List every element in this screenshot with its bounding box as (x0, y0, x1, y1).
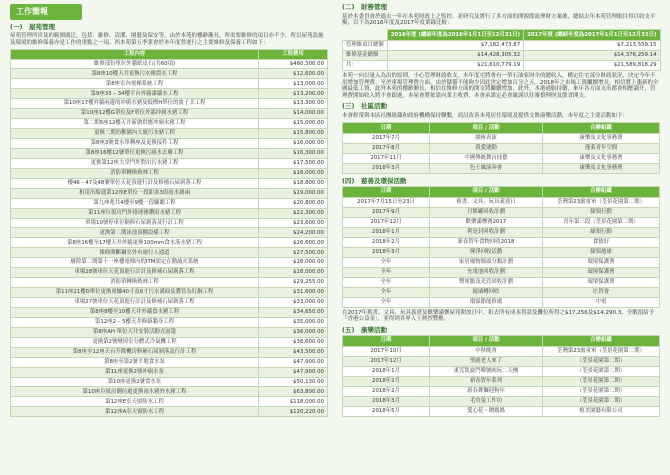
community-events-table (342, 122, 660, 174)
table-cell: $47,900.00 (259, 357, 328, 367)
table-cell: $18,800.00 (259, 178, 328, 188)
table-row (11, 218, 328, 228)
table-cell: 廢除第二期第十一座樓電梯內的ITM固定在動滅火系統 (11, 258, 259, 268)
table-row (343, 143, 660, 153)
table-cell: 環境保護署 (543, 257, 660, 267)
table-cell: $19,000.00 (259, 188, 328, 198)
table-cell: 中電 (543, 297, 660, 307)
table-cell: $7,182,473.87 (387, 40, 523, 50)
table-cell: $14,428,305.32 (387, 50, 523, 60)
ev3-header-date: 日期 (343, 335, 430, 346)
table-cell: $13,200.00 (259, 89, 328, 99)
table-cell: 第8座至12座天台升降機房修補石屎剝落及行計工程 (11, 347, 259, 357)
table-cell: 2018年2月 (343, 386, 430, 396)
ev1-header-item: 項目 / 活動 (430, 122, 543, 133)
recreation-events-rows (343, 346, 660, 416)
table-cell: 愛心花・贈媽媽 (430, 406, 543, 416)
table-cell: 2017年7月15日至23日 (343, 197, 430, 207)
ev2-header-date: 日期 (343, 186, 430, 197)
table-cell: 全年 (343, 277, 430, 287)
table-cell: $15,000.00 (259, 119, 328, 129)
table-cell: 第8座10樓天井更換污水豬淵水工程 (11, 69, 259, 79)
table-cell: $34,650.00 (259, 307, 328, 317)
table-row (11, 298, 328, 308)
table-row (343, 197, 660, 207)
table-row (11, 79, 328, 89)
table-cell: $50,130.00 (259, 377, 328, 387)
table-row (11, 69, 328, 79)
table-row (11, 268, 328, 278)
table-row (11, 258, 328, 268)
table-row (11, 198, 328, 208)
table-cell: 第8座16樓12號單位更換污廁水去廢工程 (11, 148, 259, 158)
table-cell: 家居廢物源頭分類計劃 (430, 257, 543, 267)
table-cell: 共： (343, 60, 388, 70)
table-cell: （荃景花園第二期） (543, 366, 660, 376)
table-cell: 聖誕老人來了 (430, 356, 543, 366)
table-cell: $13,300.00 (259, 99, 328, 109)
table-row (11, 407, 328, 417)
section1-intro: 屋苑管理所涉及的範圍廣泛，包括：維修、清潔、園藝及保安等，由於本苑的樓齡漸長，所需要維修的項目亦不少，所以屋苑設施及環境的維修保養亦是工作的重點之一項。西本苑第五季業會於本年度曾進行之主要維修及保養工程如下： (10, 33, 324, 46)
table-cell: 月餅罐回收計劃 (430, 207, 543, 217)
table-cell: 康樂及文化事務署 (543, 153, 660, 163)
table-row (11, 288, 328, 298)
table-cell: （荃景花園第二期） (543, 396, 660, 406)
table-cell: 綠領地球 (543, 247, 660, 257)
table-cell: 第二期5座12樓天井新做供應冲廁水豬工程 (11, 119, 259, 129)
table-cell: 荃灣第23旅童軍（荃景花園第二期） (543, 197, 660, 207)
table-row (343, 277, 660, 287)
table-cell: 2017年9月 (343, 207, 430, 217)
table-cell: $63,800.00 (259, 387, 328, 397)
section2-title: (二) 財務管理 (342, 3, 387, 11)
table-cell: $29,255.00 (259, 278, 328, 288)
table-row (343, 60, 661, 70)
table-cell: 康樂及文化事務署 (543, 133, 660, 143)
table-row (11, 387, 328, 397)
ev3-header-item: 項目 / 活動 (430, 335, 543, 346)
table-row (11, 278, 328, 288)
fin-header-2017: 2017年度 (總結年度為2017年1月1日至12月31日) (524, 29, 660, 40)
work-report-banner: 工作簡報 (10, 4, 82, 20)
table-cell: 第8座室內電梯系統工程 (11, 79, 259, 89)
table-row (11, 99, 328, 109)
table-cell: $27,500.00 (259, 248, 328, 258)
finance-rows (343, 40, 661, 70)
finance-table (342, 29, 661, 71)
table-cell: $28,000.00 (259, 268, 328, 278)
table-row (343, 297, 660, 307)
table-row (11, 59, 328, 69)
table-cell: 第8座8樓至10樓天井外牆食水豬工程 (11, 307, 259, 317)
table-cell: $12,600.00 (259, 69, 328, 79)
section1-title: (一) 屋苑管理 (10, 22, 55, 31)
table-row (343, 40, 661, 50)
recreation-events-table (342, 335, 660, 417)
table-cell: 匡智會 (543, 287, 660, 297)
table-cell: 第九座兆共4樓至9樓一段顧聽工程 (11, 198, 259, 208)
table-cell: （荃景花園第二期） (543, 356, 660, 366)
table-cell: 樓46 - 47及48號單位天花頂邊行計及修補石屎剝落工程 (11, 178, 259, 188)
table-cell: 玻璃樽回收 (430, 287, 543, 297)
table-cell: 第8座AH 單位天井安裝活動式雨篷 (11, 327, 259, 337)
table-cell: 環保節能推廣 (430, 297, 543, 307)
table-row (11, 109, 328, 119)
table-row (11, 139, 328, 149)
table-cell: 康樂及文化事務署 (543, 163, 660, 173)
table-row (343, 247, 660, 257)
community-events-rows (343, 133, 660, 173)
col-header-cost: 工程費用 (259, 49, 328, 59)
table-cell: $28,000.00 (259, 258, 328, 268)
section4-title: (四) 慈善及環保活動 (342, 176, 407, 185)
table-cell: $21,610,779.19 (387, 60, 523, 70)
table-row (343, 163, 660, 173)
table-cell: 2017年11月 (343, 153, 430, 163)
table-row (11, 347, 328, 357)
table-cell: $118,000.00 (259, 397, 328, 407)
table-row (343, 396, 660, 406)
table-cell: $38,600.00 (259, 337, 328, 347)
table-cell: $47,900.00 (259, 367, 328, 377)
table-cell: 食德好 (543, 237, 660, 247)
table-cell: 荃灣第23旅童軍（荃景花園第二期） (543, 346, 660, 356)
table-cell: 管理維項目總額 (343, 40, 388, 50)
table-cell: 東莞凯旋門噶號純玩二天團 (430, 366, 543, 376)
table-cell: 2017年7月 (343, 133, 430, 143)
table-cell: $17,500.00 (259, 158, 328, 168)
table-cell: 環境保護署 (543, 277, 660, 287)
table-cell: 新春賀年食物回收2018 (430, 237, 543, 247)
ev3-header-org: 合辦組織 (543, 335, 660, 346)
table-row (11, 119, 328, 129)
table-cell: 綠領行動 (543, 227, 660, 237)
table-cell: 色士風演奏會 (430, 163, 543, 173)
table-cell: 中國傳統舞台技藝 (430, 153, 543, 163)
charity-note: 在2017年舊書、文具、玩具義賣及歡樂滿懷屋苑開放日中，扣去所有成本得款及攤位所得之$17,256及$14,290.3，全數捐給予「香港公益金」，並得到各界人士熱烈響應。 (342, 309, 655, 323)
section2-intro: 基於本委員會於過去一年在本苑財政上之監控，並研究及實行了多方面的開源節流理財方案後，總結去年本苑管理賬目得以收支平衡，以下為2016年度及2017年度業錄比較： (342, 13, 656, 27)
table-cell: 園術表演 (430, 133, 543, 143)
table-row (343, 217, 660, 227)
table-row (11, 89, 328, 99)
table-cell: 維修部份單位外牆紙皮石(共60項) (11, 59, 259, 69)
table-cell: 第10座更換2號食水泵 (11, 377, 259, 387)
table-row (11, 307, 328, 317)
table-cell: 消防單轉換軌林工程 (11, 278, 259, 288)
table-cell: 第11座垃圾房門外排運豬鑽雨水豬工程 (11, 208, 259, 218)
table-cell: 車場10號停車位隔修石屎剝落及行計工程 (11, 218, 259, 228)
section3-title: (三) 社區活動 (342, 102, 387, 111)
table-cell: 植美園藝有限公司 (543, 406, 660, 416)
ev1-header-org: 合辦組織 (543, 122, 660, 133)
right-column (342, 4, 660, 417)
table-row (11, 168, 328, 178)
table-row (11, 248, 328, 258)
table-cell: 歡樂滿懷賽2017 (430, 217, 543, 227)
table-cell: 租用吊船通第12座E單位一段距塞3街雨水豬兩 (11, 188, 259, 198)
table-cell: 第8座至第2號平地食水泵 (11, 357, 259, 367)
charity-events-rows (343, 197, 660, 307)
table-row (343, 133, 660, 143)
maintenance-rows (11, 59, 328, 417)
table-cell: 蓬萊青年空間 (543, 143, 660, 153)
table-row (343, 267, 660, 277)
table-cell: $26,600.00 (259, 238, 328, 248)
table-row (343, 207, 660, 217)
table-row (11, 357, 328, 367)
table-cell: 毛巾兔工作坊 (430, 396, 543, 406)
left-column (10, 4, 328, 417)
table-cell: 第9座33 – 34樓平台外牆漆牆水工程 (11, 89, 259, 99)
col-header-item: 工程內容 (11, 49, 259, 59)
table-cell: 維修基金總額 (343, 50, 388, 60)
table-row (343, 153, 660, 163)
table-row (343, 237, 660, 247)
table-row (11, 129, 328, 139)
table-cell: 車場27號車位天花頂進行計計及修補石屎剝落工程 (11, 298, 259, 308)
table-cell: 全年 (343, 267, 430, 277)
table-cell: （荃景花園第二期） (543, 376, 660, 386)
table-cell: $7,213,559.15 (524, 40, 660, 50)
table-cell: 2018年1月 (343, 227, 430, 237)
table-cell: 更換第二期泳池頂棚設備工程 (11, 228, 259, 238)
table-row (11, 327, 328, 337)
table-cell: 慳電膽及光管回收計劃 (430, 277, 543, 287)
table-row (11, 337, 328, 347)
table-cell: 2018年3月 (343, 396, 430, 406)
table-cell: $36,000.00 (259, 327, 328, 337)
table-cell: $460,300.00 (259, 59, 328, 69)
table-cell: 第12座A室天窗防水工程 (11, 407, 259, 417)
table-row (343, 346, 660, 356)
section3-intro: 本會經常與本區社團組織和政府機構保持聯繫，商討改善本苑居住環境及提供文娛康樂活動，本年度之主要活動如下： (342, 113, 629, 120)
table-cell: 2018年2月 (343, 237, 430, 247)
table-cell: $22,300.00 (259, 208, 328, 218)
table-cell: 第10座垃圾房側位處更換雨水豬外水豬工程 (11, 387, 259, 397)
table-row (11, 367, 328, 377)
table-row (343, 386, 660, 396)
table-cell: 第12座E室天窗防水工程 (11, 397, 259, 407)
table-cell: $120,220.00 (259, 407, 328, 417)
table-cell: $20,800.00 (259, 198, 328, 208)
table-cell: 綠領行動 (543, 207, 660, 217)
table-row (343, 227, 660, 237)
table-row (11, 377, 328, 387)
table-cell: $43,500.00 (259, 347, 328, 357)
table-cell: 消防單轉換軌林工程 (11, 168, 259, 178)
table-cell: $14,376,259.14 (524, 50, 660, 60)
table-cell: $14,000.00 (259, 109, 328, 119)
table-cell: $16,300.00 (259, 148, 328, 158)
maintenance-table (10, 49, 328, 418)
table-cell: 新春舞獅迎狗年 (430, 386, 543, 396)
table-cell: 2017年12月 (343, 217, 430, 227)
table-cell: 更換第2號變掉室分體式冷氣機工程 (11, 337, 259, 347)
table-row (11, 178, 328, 188)
table-cell: 2017年10月 (343, 346, 430, 356)
table-cell: 第8座16樓至17樓天井外牆更換100mm食水落水豬工程 (11, 238, 259, 248)
table-cell: 利是封回收計劃 (430, 227, 543, 237)
table-cell: 維修開斷鋼室外有窗行人通道 (11, 248, 259, 258)
table-row (343, 376, 660, 386)
ev1-header-date: 日期 (343, 122, 430, 133)
table-cell: 更換第12座大堂門外對出污水豬工程 (11, 158, 259, 168)
table-cell: 2018年5月 (343, 406, 430, 416)
table-cell: 2018年3月 (343, 247, 430, 257)
table-row (11, 238, 328, 248)
table-cell: 2018年2月 (343, 376, 430, 386)
table-cell: $21,589,818.29 (524, 60, 660, 70)
fin-header-2016: 2016年度 (總結年度為2016年1月1日至12月31日) (387, 29, 523, 40)
table-cell: 2017年12月 (343, 356, 430, 366)
table-cell: $15,800.00 (259, 129, 328, 139)
table-cell: $24,200.00 (259, 228, 328, 238)
table-cell: 揮淨回收活動 (430, 247, 543, 257)
table-cell: 新春賀年系列 (430, 376, 543, 386)
table-cell: 第11座更換2號冲廁水泵 (11, 367, 259, 377)
table-cell: 第10座12樓G單位及F單位外牆冲廁水豬工程 (11, 109, 259, 119)
table-row (343, 50, 661, 60)
table-row (343, 356, 660, 366)
table-row (11, 158, 328, 168)
table-row (11, 317, 328, 327)
table-cell: 第11座21樓D單位更換電爐40寸及6寸污水溝曲及糞管為紅銅工程 (11, 288, 259, 298)
section5-title: (五) 康樂活動 (342, 325, 387, 334)
table-cell: $23,600.00 (259, 218, 328, 228)
table-cell: 環境保護署 (543, 267, 660, 277)
table-cell: 全年 (343, 257, 430, 267)
table-cell: 更換二期幼稚園內大廈污水豬工程 (11, 129, 259, 139)
ev2-header-item: 項目 / 活動 (430, 186, 543, 197)
table-cell: 全年 (343, 287, 430, 297)
table-cell: 充電池回收計劃 (430, 267, 543, 277)
table-cell: $35,000.00 (259, 317, 328, 327)
table-cell: $33,000.00 (259, 298, 328, 308)
table-cell: $31,600.00 (259, 288, 328, 298)
table-cell: 我愛運動 (430, 143, 543, 153)
table-cell: 舊書、文具、玩具義賣日 (430, 197, 543, 207)
table-cell: $13,000.00 (259, 79, 328, 89)
table-row (11, 148, 328, 158)
table-cell: 2018年3月 (343, 163, 430, 173)
table-cell: 第8座3號食水單轉座及更換接件工程 (11, 139, 259, 149)
table-row (343, 257, 660, 267)
table-row (343, 366, 660, 376)
table-cell: 中秋晚會 (430, 346, 543, 356)
table-row (11, 208, 328, 218)
table-row (11, 228, 328, 238)
table-row (11, 397, 328, 407)
table-cell: $16,000.00 (259, 139, 328, 149)
ev2-header-org: 合辦組織 (543, 186, 660, 197)
table-row (343, 287, 660, 297)
table-cell: $18,000.00 (259, 168, 328, 178)
finance-note: 本苑一向以量入為出的原則，小心管理財政收支。本年度宅將會有一筆石油家財全的總收入，構定住宅部分財政狀況，決定今年不用增加管理費。至於車場管理費方面，由於儲備不能夠少因此決定增加百分之五。2018年之市場工資繼續增長，相信將上漲新的全國最低工資，此外本苑的樓齡漸長，相信在維修方面的開支將繼續增加，此外，本港通脹持續，來年各方面支出都會相應調升，管理費開始收入將不會跟進。本屋會將依靠向業主收費，本會承諾定必會嚴謹以往審慎理財及節省開支。 (342, 72, 659, 99)
table-cell: 第10座17樓外牆兩邊的冲廁水豬及低標H單位的波子幸工程 (11, 99, 259, 109)
table-cell: 全年 (343, 297, 430, 307)
table-cell: （荃景花園第二期） (543, 386, 660, 396)
table-cell: 第12座2 – 5樓天井修繕牆身工程 (11, 317, 259, 327)
charity-events-table (342, 186, 660, 308)
table-cell: 青年第三段（荃景花園第二期） (543, 217, 660, 227)
table-row (11, 188, 328, 198)
table-row (343, 406, 660, 416)
table-cell: 車場28號車位天花頂進行計計及修補石屎剝落工程 (11, 268, 259, 278)
fin-header-blank (343, 29, 388, 40)
table-cell: 2017年8月 (343, 143, 430, 153)
table-cell: 2018年1月 (343, 366, 430, 376)
